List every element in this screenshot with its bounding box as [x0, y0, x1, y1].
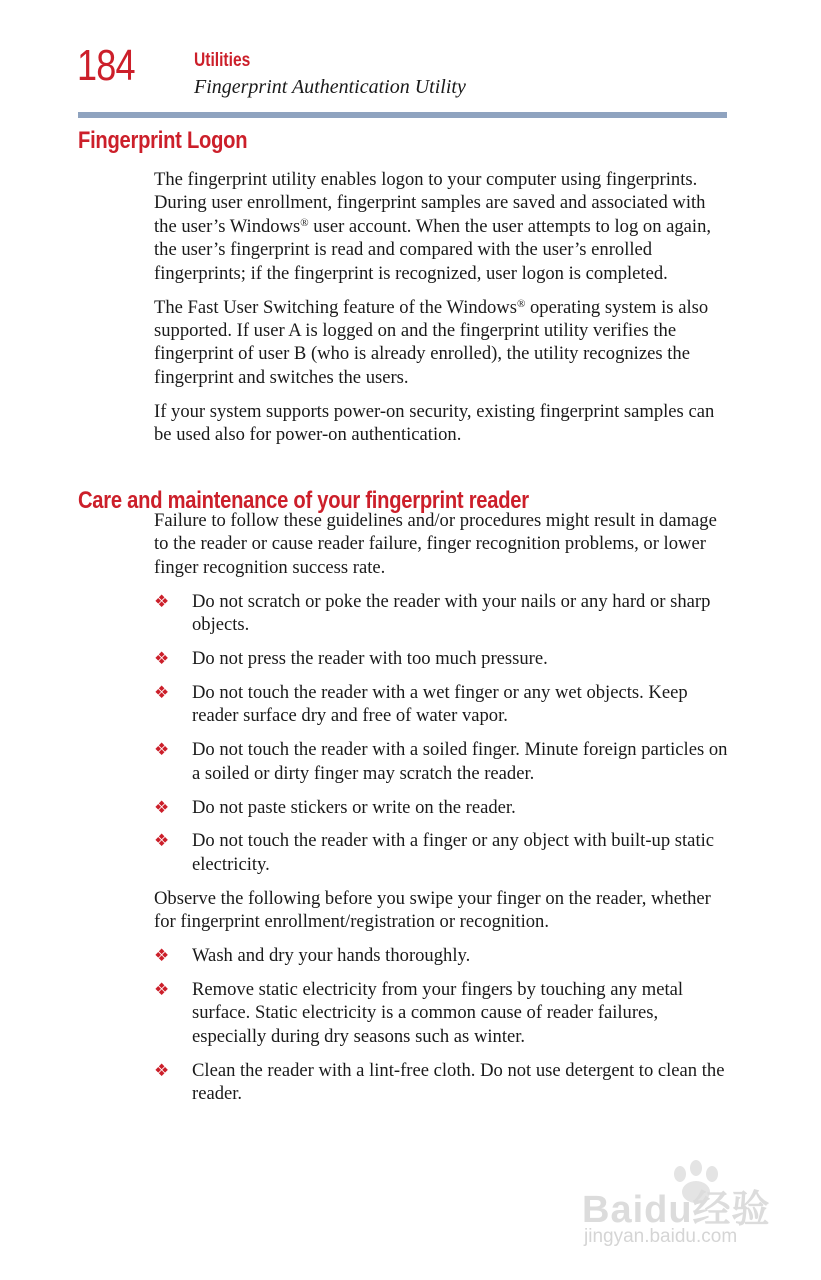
care-bullet-list — [154, 590, 729, 877]
diamond-bullet-icon: ❖ — [154, 1060, 170, 1080]
watermark-url: jingyan.baidu.com — [584, 1226, 738, 1247]
diamond-bullet-icon: ❖ — [154, 591, 170, 611]
watermark-logo: Baidu经验 — [582, 1189, 771, 1231]
paragraph: The Fast User Switching feature of the Windows® operating system is also supported. If user A is logged on and the fingerprint utility verifies the fingerprint of user B (who is already enrolled), the utility recognizes the fingerprint and switches the users. — [154, 296, 709, 388]
chapter-title: Utilities — [194, 50, 251, 71]
swipe-bullet-list — [154, 944, 729, 1105]
list-item: ❖ Clean the reader with a lint-free cloth. Do not use detergent to clean the reader. — [154, 1059, 725, 1105]
diamond-bullet-icon: ❖ — [154, 649, 170, 668]
diamond-bullet-icon: ❖ — [154, 979, 170, 999]
heading-fingerprint-logon: Fingerprint Logon — [78, 127, 248, 154]
diamond-bullet-icon: ❖ — [154, 682, 170, 702]
paragraph: Failure to follow these guidelines and/or procedures might result in damage to the reader or cause reader failure, finger recognition problems, or lower finger recognition success rate. — [154, 509, 717, 578]
diamond-bullet-icon: ❖ — [154, 831, 170, 851]
list-item: ❖ Do not scratch or poke the reader with your nails or any hard or sharp objects. — [154, 590, 711, 636]
heading-care-maintenance: Care and maintenance of your fingerprint reader — [78, 487, 529, 514]
list-item: ❖ Do not press the reader with too much pressure. — [154, 648, 548, 669]
list-item: ❖ Remove static electricity from your fingers by touching any metal surface. Static electricity is a common cause of reader failures, especially during dry seasons such as winter. — [154, 978, 684, 1047]
list-item: ❖ Do not touch the reader with a wet finger or any wet objects. Keep reader surface dry and free of water vapor. — [154, 681, 688, 727]
baidu-watermark — [582, 1160, 782, 1260]
paragraph: Observe the following before you swipe your finger on the reader, whether for fingerprint enrollment/registration or recognition. — [154, 887, 711, 933]
body-text — [154, 168, 729, 1116]
running-section-title: Fingerprint Authentication Utility — [194, 76, 466, 98]
diamond-bullet-icon: ❖ — [154, 797, 170, 817]
page-number: 184 — [77, 41, 135, 90]
diamond-bullet-icon: ❖ — [154, 946, 170, 966]
heading-spacer — [154, 457, 729, 509]
paragraph: If your system supports power-on security, existing fingerprint samples can be used also for power-on authentication. — [154, 400, 715, 446]
list-item: ❖ Wash and dry your hands thoroughly. — [154, 945, 471, 967]
list-item: ❖ Do not touch the reader with a finger or any object with built-up static electricity. — [154, 830, 715, 875]
paragraph: The fingerprint utility enables logon to your computer using fingerprints. During user enrollment, fingerprint samples are saved and associated with the user’s Windows® user account. When the user attempts to log on again, the user’s fingerprint is read and compared with the user’s enrolled fingerprints; if the fingerprint is recognized, user logon is completed. — [154, 169, 712, 284]
list-item: ❖ Do not paste stickers or write on the reader. — [154, 796, 516, 818]
list-item: ❖ Do not touch the reader with a soiled finger. Minute foreign particles on a soiled or dirty finger may scratch the reader. — [154, 739, 728, 784]
diamond-bullet-icon: ❖ — [154, 740, 170, 760]
header-rule — [78, 112, 727, 118]
